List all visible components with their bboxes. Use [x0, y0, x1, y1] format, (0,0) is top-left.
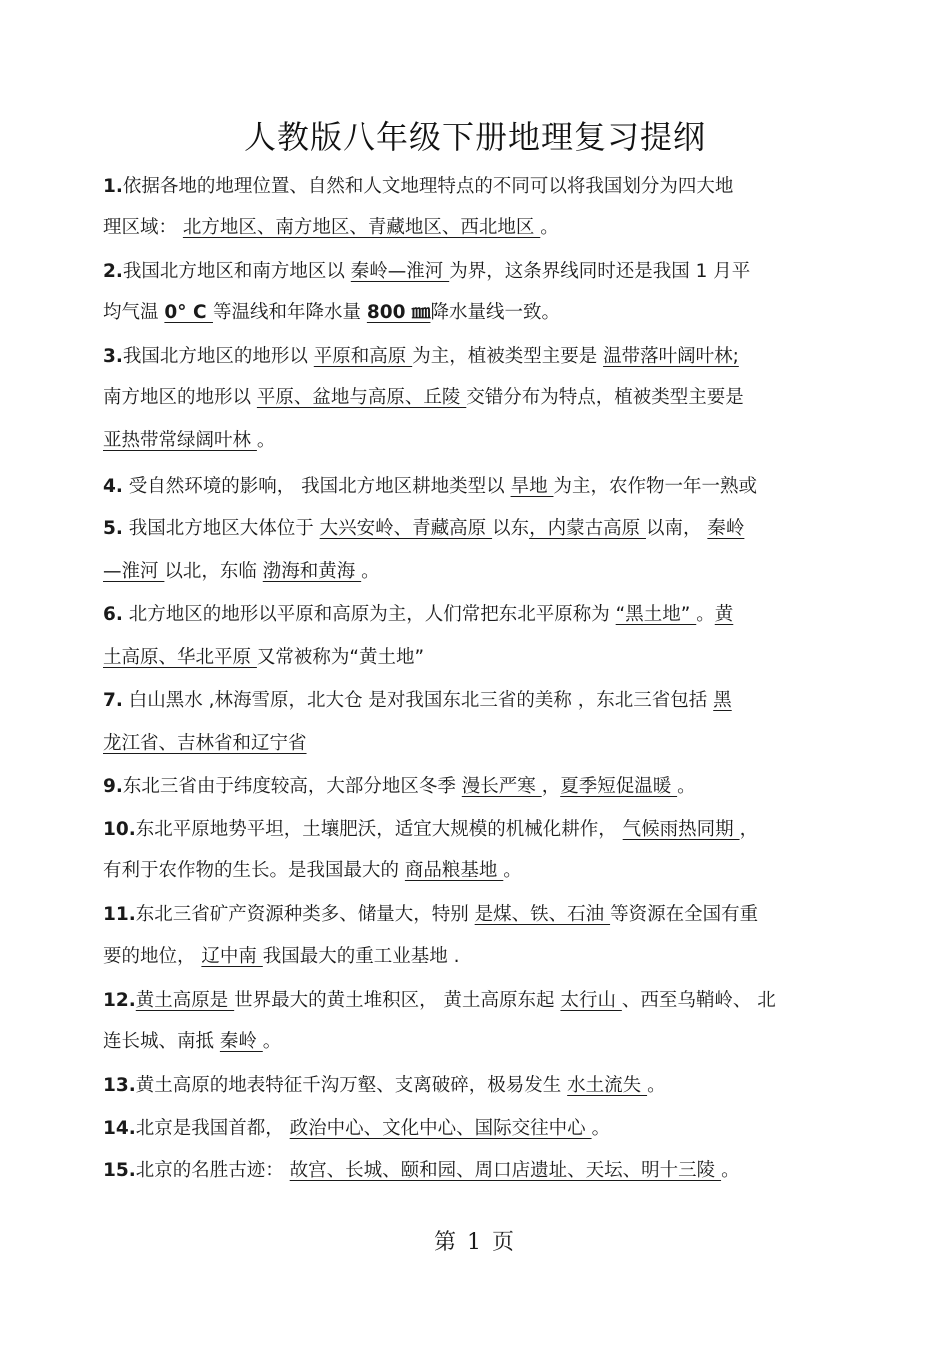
line-text: 。 — [647, 1075, 666, 1096]
line-text: 理区域： — [103, 217, 183, 238]
text-line — [103, 174, 848, 200]
answer-blank: 龙江省、吉林省和辽宁省 — [103, 733, 307, 754]
line-text: 东北平原地势平坦，土壤肥沃，适宜大规模的机械化耕作， — [135, 819, 623, 840]
answer-blank: 秦岭—淮河 — [350, 261, 450, 282]
page-title: 人教版八年级下册地理复习提纲 — [243, 118, 706, 156]
answer-blank: 土高原、华北平原 — [103, 647, 257, 668]
text-line — [103, 902, 848, 928]
item-number: 14. — [103, 1118, 136, 1139]
page-number: 第 1 页 — [434, 1230, 516, 1255]
line-text: 为界，这条界线同时还是我国 1 月平 — [449, 261, 751, 282]
line-text: 要的地位， — [103, 946, 202, 967]
line-text: 等温线和年降水量 — [212, 302, 367, 323]
item-number: 1. — [103, 176, 123, 197]
answer-blank: 辽中南 — [201, 946, 263, 967]
answer-blank: 黄土高原是 — [135, 990, 235, 1011]
item-number: 15. — [103, 1160, 136, 1181]
item-number: 4. — [103, 476, 123, 497]
answer-blank: 漫长严寒 — [461, 776, 542, 797]
item-number: 7. — [103, 690, 123, 711]
item-number: 3. — [103, 346, 123, 367]
answer-blank: —淮河 — [103, 561, 165, 582]
text-line — [103, 1158, 848, 1184]
item-number: 11. — [103, 904, 136, 925]
line-text: 又常被称为“黄土地” — [256, 647, 425, 668]
answer-blank: “黑土地” — [615, 604, 697, 625]
item-number: 13. — [103, 1075, 136, 1096]
line-text: 。 — [361, 561, 380, 582]
line-text: 我国北方地区大体位于 — [122, 518, 320, 539]
answer-blank: 旱地 — [510, 476, 554, 497]
line-text: 。 — [256, 430, 276, 451]
line-text: 我国最大的重工业基地 . — [262, 946, 460, 967]
text-line — [103, 858, 848, 884]
item-number: 5. — [103, 518, 123, 539]
answer-blank: 大兴安岭、青藏高原 — [319, 518, 493, 539]
item-number: 12. — [103, 990, 136, 1011]
answer-blank: 平原、盆地与高原、丘陵 — [256, 387, 467, 408]
line-text: 。 — [721, 1160, 740, 1181]
answer-blank: 是煤、铁、石油 — [474, 904, 611, 925]
answer-blank: ，内蒙古高原 — [529, 518, 646, 539]
line-text: 我国北方地区和南方地区以 — [122, 261, 351, 282]
text-line — [103, 300, 848, 326]
line-text: 以南， — [645, 518, 708, 539]
text-line — [103, 559, 848, 585]
line-text: 黄土高原的地表特征千沟万壑、支离破碎，极易发生 — [135, 1075, 568, 1096]
item-number: 2. — [103, 261, 123, 282]
line-text: 北京的名胜古迹： — [135, 1160, 290, 1181]
line-text: 。 — [503, 860, 522, 881]
line-text: ， — [541, 776, 561, 797]
answer-blank: 800 ㎜ — [366, 302, 431, 323]
answer-blank: 黑 — [713, 690, 732, 711]
line-text: 、西至乌鞘岭、 北 — [621, 990, 776, 1011]
line-text: 降水量线一致。 — [430, 302, 560, 323]
answer-blank: 北方地区、南方地区、青藏地区、西北地区 — [182, 217, 541, 238]
item-number: 9. — [103, 776, 123, 797]
line-text: 东北三省由于纬度较高，大部分地区冬季 — [122, 776, 462, 797]
line-text: 以北，东临 — [164, 561, 263, 582]
answer-blank: 黄 — [714, 604, 734, 625]
line-text: 依据各地的地理位置、自然和人文地理特点的不同可以将我国划分为四大地 — [122, 176, 734, 197]
line-text: 北方地区的地形以平原和高原为主，人们常把东北平原称为 — [122, 604, 616, 625]
line-text: 交错分布为特点，植被类型主要是 — [466, 387, 744, 408]
line-text: 。 — [677, 776, 696, 797]
text-line — [103, 645, 848, 671]
answer-blank: 秦岭 — [219, 1031, 263, 1052]
line-text: 为主，植被类型主要是 — [412, 346, 604, 367]
line-text: 均气温 — [103, 302, 165, 323]
answer-blank: 水土流失 — [567, 1075, 648, 1096]
answer-blank: 气候雨热同期 — [622, 819, 740, 840]
answer-blank: 太行山 — [560, 990, 622, 1011]
text-line — [103, 1116, 848, 1142]
line-text: 我国北方地区的地形以 — [122, 346, 314, 367]
text-line — [103, 688, 848, 714]
line-text: 为主，农作物一年一熟或 — [553, 476, 757, 497]
text-line — [103, 516, 848, 542]
answer-blank: 渤海和黄海 — [262, 561, 362, 582]
line-text: 世界最大的黄土堆积区， 黄土高原东起 — [234, 990, 561, 1011]
answer-blank: 夏季短促温暖 — [560, 776, 678, 797]
text-line — [103, 1029, 848, 1055]
item-number: 10. — [103, 819, 136, 840]
text-line — [103, 602, 848, 628]
text-line — [103, 1073, 848, 1099]
line-text: 。 — [591, 1118, 611, 1139]
line-text: 有利于农作物的生长。是我国最大的 — [103, 860, 405, 881]
line-text: 北京是我国首都， — [135, 1118, 290, 1139]
line-text: 受自然环境的影响， 我国北方地区耕地类型以 — [122, 476, 511, 497]
line-text: 东北三省矿产资源种类多、储量大，特别 — [135, 904, 475, 925]
item-number: 6. — [103, 604, 123, 625]
line-text: 白山黑水 ,林海雪原，北大仓 是对我国东北三省的美称 ，东北三省包括 — [122, 690, 714, 711]
text-line — [103, 944, 848, 970]
line-text: 以东 — [492, 518, 530, 539]
line-text: 连长城、南抵 — [103, 1031, 220, 1052]
text-line — [103, 344, 848, 370]
line-text: 。 — [540, 217, 559, 238]
line-text: 等资源在全国有重 — [610, 904, 759, 925]
line-text: 。 — [262, 1031, 282, 1052]
text-line — [103, 215, 848, 241]
line-text: ， — [739, 819, 759, 840]
line-text: 南方地区的地形以 — [103, 387, 257, 408]
answer-blank: 0° C — [164, 302, 213, 323]
text-line — [103, 988, 848, 1014]
text-line — [103, 731, 848, 757]
text-line — [103, 259, 848, 285]
answer-blank: 亚热带常绿阔叶林 — [103, 430, 257, 451]
answer-blank: 政治中心、文化中心、国际交往中心 — [289, 1118, 592, 1139]
answer-blank: 秦岭 — [707, 518, 745, 539]
answer-blank: 商品粮基地 — [404, 860, 504, 881]
text-line — [103, 385, 848, 411]
line-text: 。 — [696, 604, 715, 625]
answer-blank: 故宫、长城、颐和园、周口店遗址、天坛、明十三陵 — [289, 1160, 722, 1181]
answer-blank: 温带落叶阔叶林; — [603, 346, 739, 367]
text-line — [103, 774, 848, 800]
text-line — [103, 428, 848, 454]
answer-blank: 平原和高原 — [313, 346, 413, 367]
text-line — [103, 474, 848, 500]
text-line — [103, 817, 848, 843]
